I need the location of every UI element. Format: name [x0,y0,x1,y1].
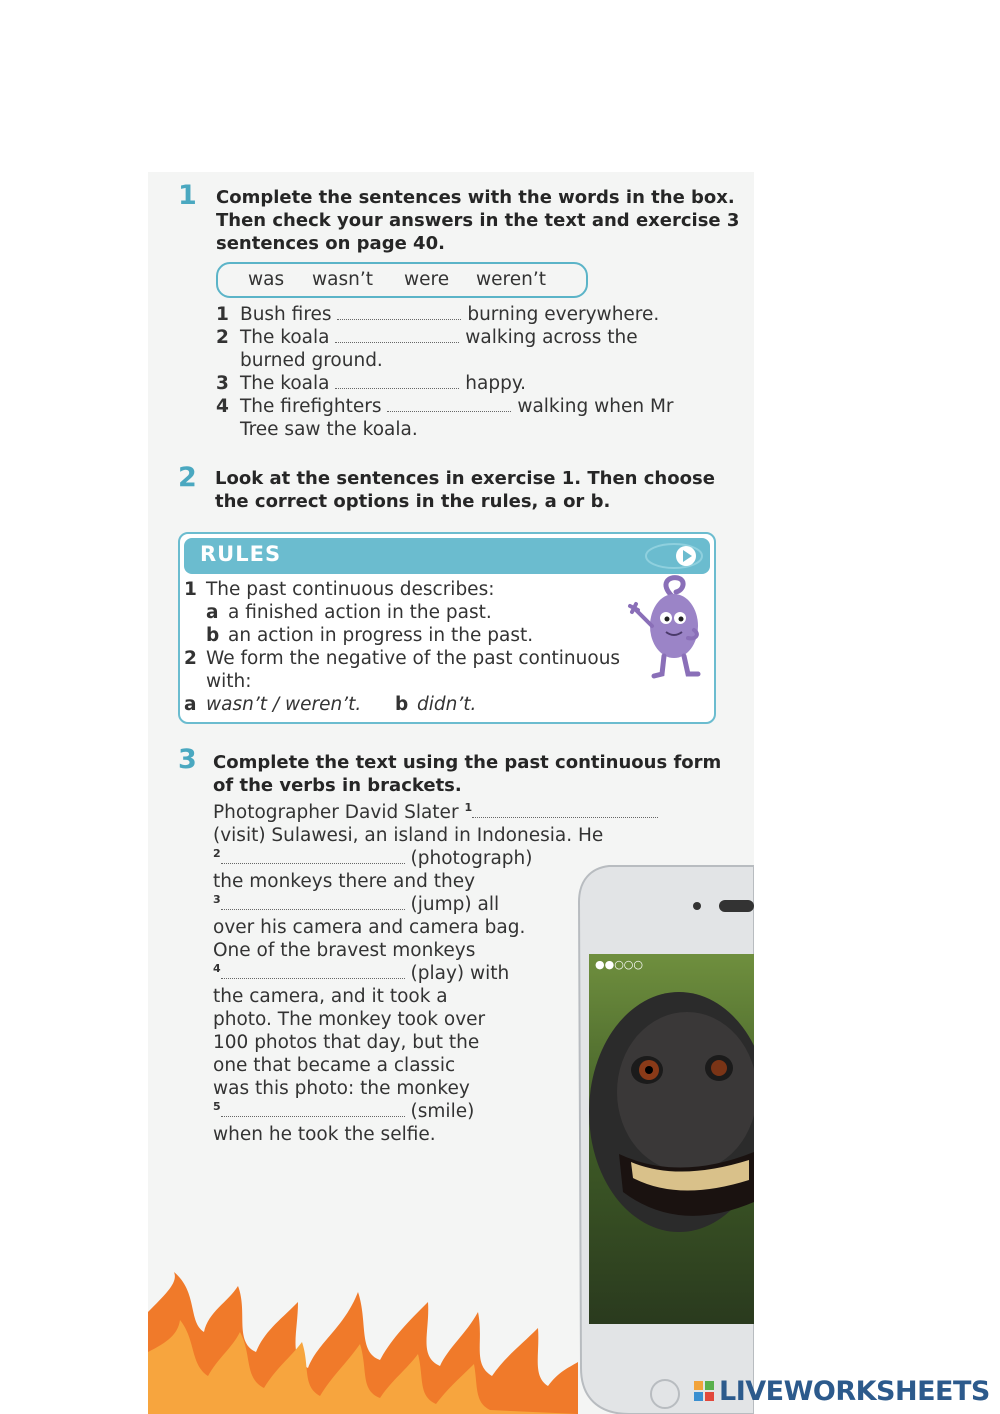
ex1-blank-1[interactable] [337,305,461,320]
ex3-line-7: One of the bravest monkeys [213,940,476,961]
rules-title: RULES [200,542,282,566]
ex3-line-2: (visit) Sulawesi, an island in Indonesia. He [213,825,604,846]
ex1-blank-4[interactable] [387,397,511,412]
ex3-blank-4[interactable] [221,964,405,979]
ex1-item-1: 1 Bush fires burning everywhere. [216,304,660,325]
exercise-2-number: 2 [178,462,197,493]
ex3-line-1: Photographer David Slater $^1$ [213,801,658,824]
exercise-3-instruction: Complete the text using the past continuous form of the verbs in brackets. [213,752,722,796]
rule-2: 2 We form the negative of the past continuous [184,648,621,669]
ex3-line-13: was this photo: the monkey [213,1078,470,1099]
exercise-2-instruction: Look at the sentences in exercise 1. Then choose the correct options in the rules, a or b. [215,468,715,512]
worksheet-page [148,172,754,1414]
phone-photo [569,862,754,1414]
ex3-line-10: photo. The monkey took over [213,1009,486,1030]
ex3-line-3: $^2$ (photograph) [213,846,533,869]
liveworksheets-logo [693,1376,990,1406]
word-werent: weren’t [476,269,546,290]
ex1-item-2: 2 The koala walking across the [216,327,638,348]
rule-1: 1 The past continuous describes: [184,579,495,600]
ex3-line-15: when he took the selfie. [213,1124,436,1145]
ex1-item-4-cont: Tree saw the koala. [240,419,418,440]
exercise-1-number: 1 [178,180,197,211]
ex3-blank-5[interactable] [221,1102,405,1117]
word-box [216,262,588,298]
svg-text:●●○○○: ●●○○○ [595,958,643,971]
rule-2-cont: with: [206,671,252,692]
ex3-line-6: over his camera and camera bag. [213,917,526,938]
word-were: were [404,269,450,290]
liveworksheets-logo-text: LIVEWORKSHEETS [719,1375,990,1407]
exercise-1-instruction: Complete the sentences with the words in the box. Then check your answers in the text and exercise 3 sentences on page 40. [216,187,740,254]
rule-1a: a a finished action in the past. [206,602,492,623]
ex1-item-4: 4 The firefighters walking when Mr [216,396,674,417]
ex1-item-3: 3 The koala happy. [216,373,527,394]
rules-box [178,532,716,724]
liveworksheets-logo-icon [693,1380,715,1402]
ex3-line-14: $^5$ (smile) [213,1099,475,1122]
rule-2-options: a wasn’t / weren’t. b didn’t. [184,694,477,715]
exercise-3-number: 3 [178,744,197,775]
ex3-blank-3[interactable] [221,895,405,910]
ex1-item-2-cont: burned ground. [240,350,383,371]
mascot-illustration [626,574,712,684]
ex3-blank-1[interactable] [472,803,658,818]
fire-illustration [148,1272,578,1414]
ex3-line-12: one that became a classic [213,1055,456,1076]
word-was: was [248,269,285,290]
word-wasnt: wasn’t [312,269,373,290]
ex1-blank-3[interactable] [335,374,459,389]
ex1-blank-2[interactable] [335,328,459,343]
ex3-line-11: 100 photos that day, but the [213,1032,480,1053]
rules-header [184,538,710,574]
ex3-line-4: the monkeys there and they [213,871,476,892]
ex3-blank-2[interactable] [221,849,405,864]
ex3-line-9: the camera, and it took a [213,986,448,1007]
rule-1b: b an action in progress in the past. [206,625,534,646]
play-icon[interactable] [644,542,704,570]
ex3-line-5: $^3$ (jump) all [213,892,500,915]
ex3-line-8: $^4$ (play) with [213,961,510,984]
